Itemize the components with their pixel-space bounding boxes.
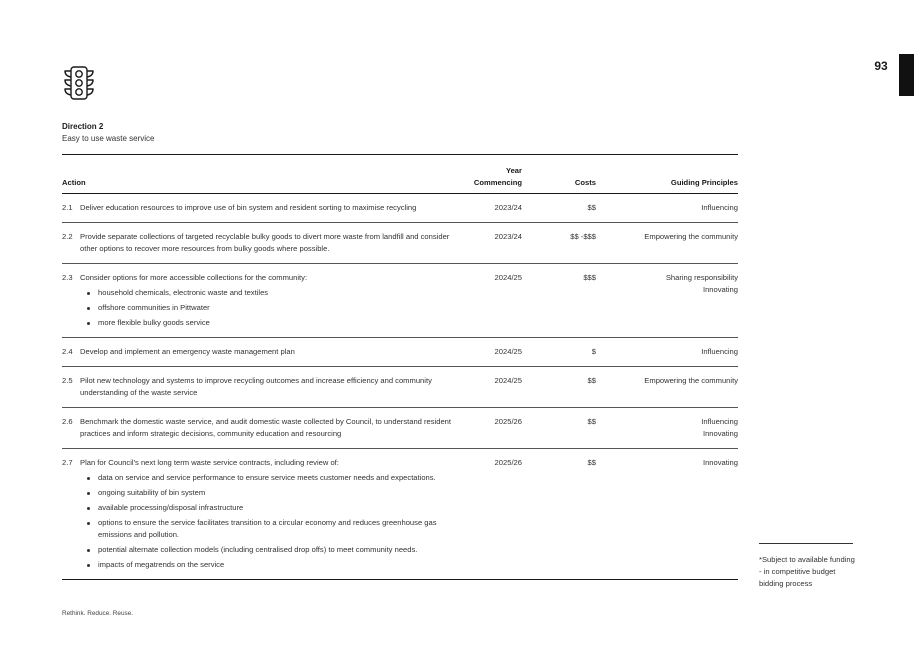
table-row xyxy=(62,338,738,367)
table-row xyxy=(62,194,738,223)
action-number: 2.2 xyxy=(62,232,73,241)
action-bullet: more flexible bulky goods service xyxy=(98,317,458,329)
guiding-principles-cell xyxy=(596,367,738,408)
section-tab-marker xyxy=(899,54,914,96)
guiding-principle: Sharing responsibility xyxy=(665,273,738,282)
page-footer: Rethink. Reduce. Reuse. xyxy=(62,610,134,617)
action-bullet: ongoing suitability of bin system xyxy=(98,487,458,499)
guiding-principle: Innovating xyxy=(702,285,738,294)
cost-cell: $$ xyxy=(587,376,596,385)
header-costs: Costs xyxy=(574,178,596,187)
action-cell xyxy=(62,367,458,408)
cost-cell: $$ -$$$ xyxy=(570,232,596,241)
footnote-divider xyxy=(759,543,853,544)
guiding-principle: Influencing xyxy=(701,203,738,212)
action-text: Provide separate collections of targeted recyclable bulky goods to divert more waste from landfill and consider other options to recover more resources from bulky goods where possible. xyxy=(80,232,450,253)
action-bullet: potential alternate collection models (including centralised drop offs) to meet community needs. xyxy=(98,544,458,556)
table-row xyxy=(62,408,738,449)
action-bullet: options to ensure the service facilitates transition to a circular economy and reduces greenhouse gas emissions and pollution. xyxy=(98,517,458,541)
year-commencing-cell: 2025/26 xyxy=(494,458,522,467)
guiding-principle: Innovating xyxy=(702,429,738,438)
table-row xyxy=(62,223,738,264)
guiding-principle: Influencing xyxy=(701,347,738,356)
action-cell xyxy=(62,223,458,264)
action-bullet: data on service and service performance to ensure service meets customer needs and expectations. xyxy=(98,472,458,484)
action-text: Benchmark the domestic waste service, and audit domestic waste collected by Council, to understand resident practices and inform strategic decisions, community education and resourcing xyxy=(80,417,452,438)
header-guiding-principles: Guiding Principles xyxy=(670,178,738,187)
year-commencing-cell: 2024/25 xyxy=(494,376,522,385)
year-commencing-cell: 2024/25 xyxy=(494,347,522,356)
guiding-principle: Empowering the community xyxy=(644,376,738,385)
cost-cell: $$ xyxy=(587,458,596,467)
action-cell xyxy=(62,264,458,338)
header-year-line2: Commencing xyxy=(473,178,522,187)
page-number: 93 xyxy=(874,59,888,73)
footnote: *Subject to available funding - in competitive budget bidding process xyxy=(759,555,855,588)
table-row xyxy=(62,449,738,580)
action-number: 2.4 xyxy=(62,347,73,356)
direction-subtitle: Easy to use waste service xyxy=(62,134,155,143)
table-header-row xyxy=(62,155,738,194)
action-text: Consider options for more accessible collections for the community: xyxy=(80,273,308,282)
action-text: Pilot new technology and systems to improve recycling outcomes and increase efficiency and community understanding of the waste service xyxy=(80,376,432,397)
guiding-principle: Influencing xyxy=(701,417,738,426)
action-cell xyxy=(62,449,458,580)
header-action: Action xyxy=(62,178,86,187)
year-commencing-cell: 2025/26 xyxy=(494,417,522,426)
action-text: Plan for Council's next long term waste service contracts, including review of: xyxy=(80,458,339,467)
guiding-principles-cell xyxy=(596,223,738,264)
guiding-principle: Innovating xyxy=(702,458,738,467)
cost-cell: $$$ xyxy=(583,273,596,282)
guiding-principles-cell xyxy=(596,408,738,449)
action-number: 2.1 xyxy=(62,203,73,212)
header-year-line1: Year xyxy=(505,166,522,175)
action-bullet: available processing/disposal infrastructure xyxy=(98,502,458,514)
year-commencing-cell: 2023/24 xyxy=(494,203,522,212)
action-text: Develop and implement an emergency waste management plan xyxy=(80,347,295,356)
guiding-principles-cell xyxy=(596,264,738,338)
cost-cell: $$ xyxy=(587,417,596,426)
action-number: 2.5 xyxy=(62,376,73,385)
action-number: 2.6 xyxy=(62,417,73,426)
table-row xyxy=(62,367,738,408)
cost-cell: $ xyxy=(591,347,596,356)
action-number: 2.7 xyxy=(62,458,73,467)
direction-title: Direction 2 xyxy=(62,122,104,131)
action-bullet: impacts of megatrends on the service xyxy=(98,559,458,571)
cost-cell: $$ xyxy=(587,203,596,212)
action-cell xyxy=(62,338,458,367)
guiding-principles-cell xyxy=(596,449,738,580)
action-cell xyxy=(62,194,458,223)
action-number: 2.3 xyxy=(62,273,73,282)
year-commencing-cell: 2024/25 xyxy=(494,273,522,282)
table-row xyxy=(62,264,738,338)
traffic-light-icon xyxy=(61,65,97,101)
guiding-principles-cell xyxy=(596,338,738,367)
table-body xyxy=(62,194,738,580)
actions-table xyxy=(62,154,738,580)
action-bullet-list xyxy=(80,472,458,571)
guiding-principles-cell xyxy=(596,194,738,223)
guiding-principle: Empowering the community xyxy=(644,232,738,241)
header-year xyxy=(458,155,522,194)
action-text: Deliver education resources to improve use of bin system and resident sorting to maximise recycling xyxy=(80,203,417,212)
year-commencing-cell: 2023/24 xyxy=(494,232,522,241)
action-bullet: household chemicals, electronic waste and textiles xyxy=(98,287,458,299)
action-bullet-list xyxy=(80,287,458,329)
action-bullet: offshore communities in Pittwater xyxy=(98,302,458,314)
action-cell xyxy=(62,408,458,449)
